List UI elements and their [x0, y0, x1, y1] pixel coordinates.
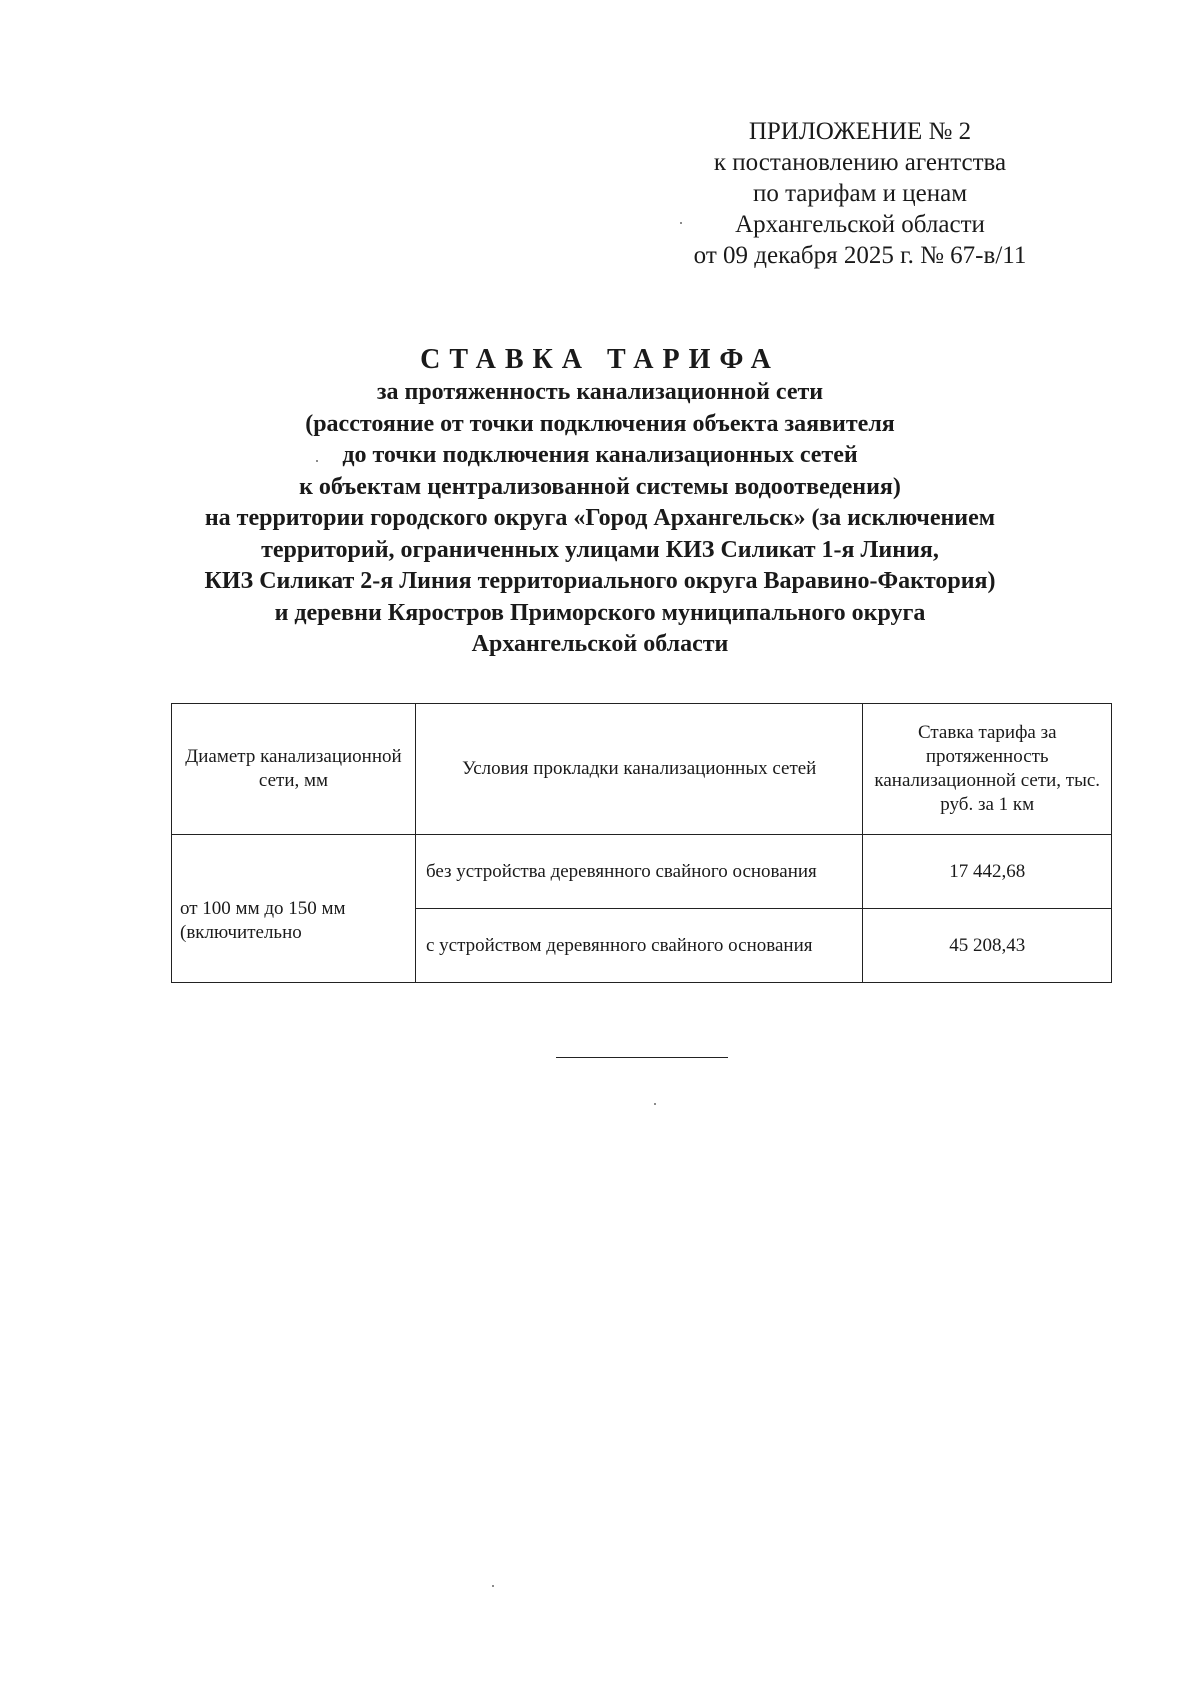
- cell-condition: с устройством деревянного свайного основания: [415, 909, 863, 983]
- title-line: на территории городского округа «Город Архангельск» (за исключением: [204, 505, 996, 531]
- title-line: КИЗ Силикат 2-я Линия территориального округа Варавино-Фактория): [204, 568, 996, 594]
- appendix-header: [640, 116, 1080, 271]
- cell-diameter: от 100 мм до 150 мм (включительно: [172, 835, 416, 983]
- title-line: до точки подключения канализационных сетей: [342, 442, 858, 468]
- header-conditions: Условия прокладки канализационных сетей: [415, 704, 863, 835]
- end-of-document-rule: [556, 1057, 728, 1058]
- table-header-row: [172, 704, 1112, 835]
- appendix-region: Архангельской области: [735, 211, 985, 238]
- appendix-reference: к постановлению агентства: [713, 149, 1007, 176]
- header-rate: Ставка тарифа за протяженность канализационной сети, тыс. руб. за 1 км: [863, 704, 1112, 835]
- title-line: и деревни Кяростров Приморского муниципального округа: [274, 599, 926, 626]
- appendix-agency: по тарифам и ценам: [752, 180, 968, 207]
- title-main: СТАВКА ТАРИФА: [420, 344, 780, 375]
- table-row: [172, 835, 1112, 909]
- cell-rate: 45 208,43: [863, 909, 1112, 983]
- cell-condition: без устройства деревянного свайного основания: [415, 835, 863, 909]
- appendix-date-number: от 09 декабря 2025 г. № 67-в/11: [693, 242, 1027, 269]
- cell-rate: 17 442,68: [863, 835, 1112, 909]
- appendix-number: ПРИЛОЖЕНИЕ № 2: [748, 118, 972, 145]
- title-line: территорий, ограниченных улицами КИЗ Силикат 1-я Линия,: [261, 536, 939, 563]
- title-line: за протяженность канализационной сети: [376, 379, 824, 405]
- title-line: Архангельской области: [471, 631, 729, 657]
- title-line: (расстояние от точки подключения объекта заявителя: [305, 410, 895, 437]
- document-title: [120, 343, 1080, 661]
- tariff-table: [171, 703, 1112, 983]
- scan-speck: [680, 222, 682, 224]
- title-line: к объектам централизованной системы водоотведения): [299, 473, 901, 500]
- header-diameter: Диаметр канализационной сети, мм: [172, 704, 416, 835]
- scan-speck: [654, 1103, 656, 1105]
- scan-speck: [492, 1585, 494, 1587]
- scan-speck: [316, 460, 318, 462]
